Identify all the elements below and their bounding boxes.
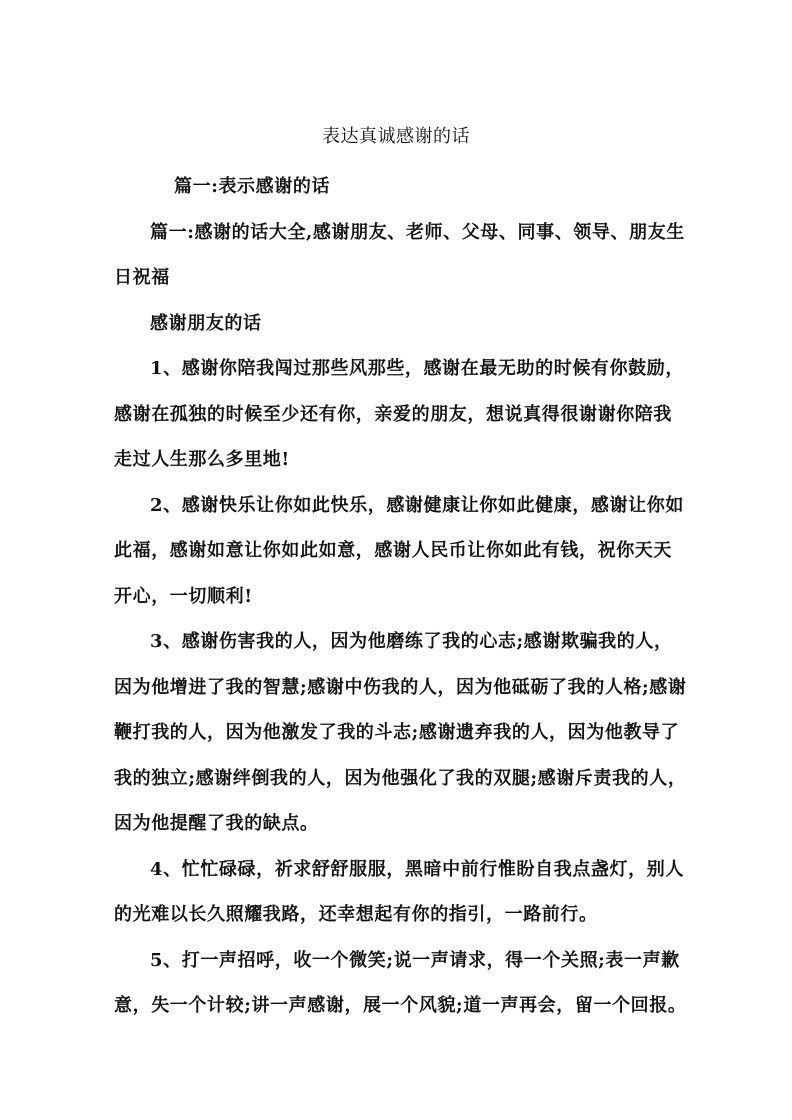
paragraph-4: 4、忙忙碌碌，祈求舒舒服服，黑暗中前行惟盼自我点盏灯，别人的光难以长久照耀我路，还幸想起有你的指引，一路前行。 xyxy=(114,858,684,925)
heading: 篇一:感谢的话大全,感谢朋友、老师、父母、同事、领导、朋友生日祝福 xyxy=(114,221,685,288)
paragraph-2: 2、感谢快乐让你如此快乐，感谢健康让你如此健康，感谢让你如此福，感谢如意让你如此如意，感谢人民币让你如此有钱，祝你天天开心，一切顺利! xyxy=(114,494,684,607)
document-title: 表达真诚感谢的话 xyxy=(322,126,470,147)
paragraph-5: 5、打一声招呼，收一个微笑;说一声请求，得一个关照;表一声歉意，失一个计较;讲一声感谢，展一个风貌;道一声再会，留一个回报。 xyxy=(114,949,687,1016)
paragraph-3: 3、感谢伤害我的人，因为他磨练了我的心志;感谢欺骗我的人，因为他增进了我的智慧;感谢中伤我的人，因为他砥砺了我的人格;感谢鞭打我的人，因为他激发了我的斗志;感谢遗弃我的人，因为他教导了我的独立;感谢绊倒我的人，因为他强化了我的双腿;感谢斥责我的人，因为他提醒了我的缺点。 xyxy=(114,631,687,834)
section-heading: 感谢朋友的话 xyxy=(150,312,262,334)
paragraph-1: 1、感谢你陪我闯过那些风那些，感谢在最无助的时候有你鼓励，感谢在孤独的时候至少还有你，亲爱的朋友，想说真得很谢谢你陪我走过人生那么多里地! xyxy=(114,358,684,470)
subtitle: 篇一:表示感谢的话 xyxy=(174,176,331,197)
document-body xyxy=(114,164,688,1029)
